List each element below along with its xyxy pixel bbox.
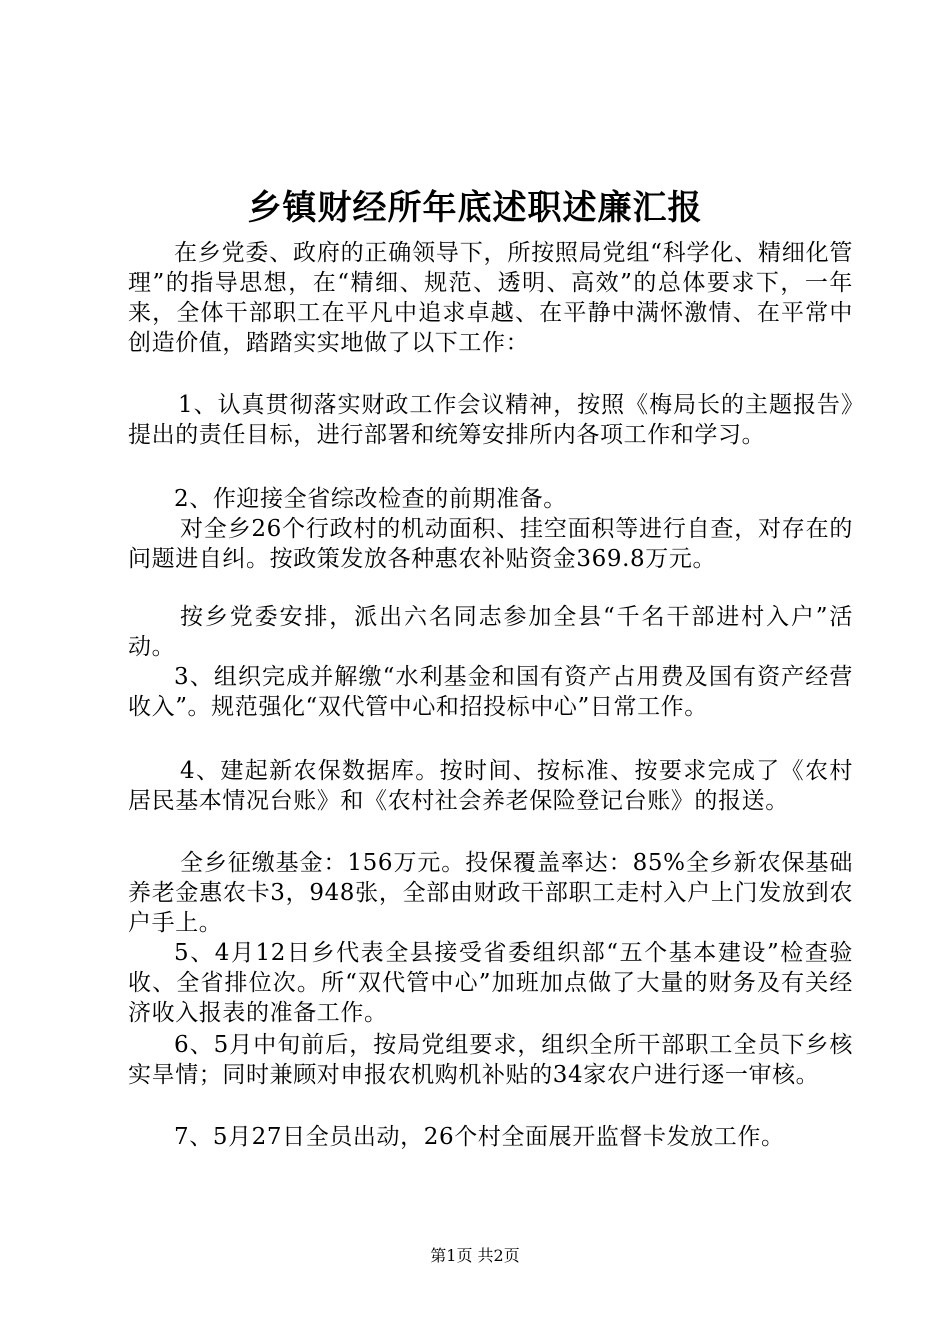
- page-number-footer: 第1页 共2页: [430, 1246, 520, 1265]
- paragraph-item-4: 4、建起新农保数据库。按时间、按标准、按要求完成了《农村居民基本情况台账》和《农村社会养老保险登记台账》的报送。: [128, 758, 853, 814]
- document-title: 乡镇财经所年底述职述廉汇报: [247, 188, 703, 228]
- paragraph-village-activity: 按乡党委安排，派出六名同志参加全县“千名干部进村入户”活动。: [128, 604, 853, 660]
- paragraph-item-2: 2、作迎接全省综改检查的前期准备。: [174, 486, 567, 512]
- paragraph-item-5: 5、4月12日乡代表全县接受省委组织部“五个基本建设”检查验收、全省排位次。所“双代管中心”加班加点做了大量的财务及有关经济收入报表的准备工作。: [128, 940, 853, 1026]
- paragraph-item-7: 7、5月27日全员出动，26个村全面展开监督卡发放工作。: [174, 1124, 785, 1150]
- paragraph-item-3: 3、组织完成并解缴“水利基金和国有资产占用费及国有资产经营收入”。规范强化“双代管中心和招投标中心”日常工作。: [128, 664, 853, 720]
- paragraph-intro: 在乡党委、政府的正确领导下，所按照局党组“科学化、精细化管理”的指导思想，在“精细、规范、透明、高效”的总体要求下，一年来，全体干部职工在平凡中追求卓越、在平静中满怀激情、在平常中创造价值，踏踏实实地做了以下工作：: [128, 240, 853, 356]
- paragraph-item-1: 1、认真贯彻落实财政工作会议精神，按照《梅局长的主题报告》提出的责任目标，进行部署和统筹安排所内各项工作和学习。: [128, 392, 853, 448]
- paragraph-fund-collection: 全乡征缴基金：156万元。投保覆盖率达：85%全乡新农保基础养老金惠农卡3，948张，全部由财政干部职工走村入户上门发放到农户手上。: [128, 850, 853, 936]
- paragraph-item-6: 6、5月中旬前后，按局党组要求，组织全所干部职工全员下乡核实旱情；同时兼顾对申报农机购机补贴的34家农户进行逐一审核。: [128, 1032, 853, 1088]
- paragraph-self-check: 对全乡26个行政村的机动面积、挂空面积等进行自查，对存在的问题进自纠。按政策发放各种惠农补贴资金369.8万元。: [128, 516, 853, 572]
